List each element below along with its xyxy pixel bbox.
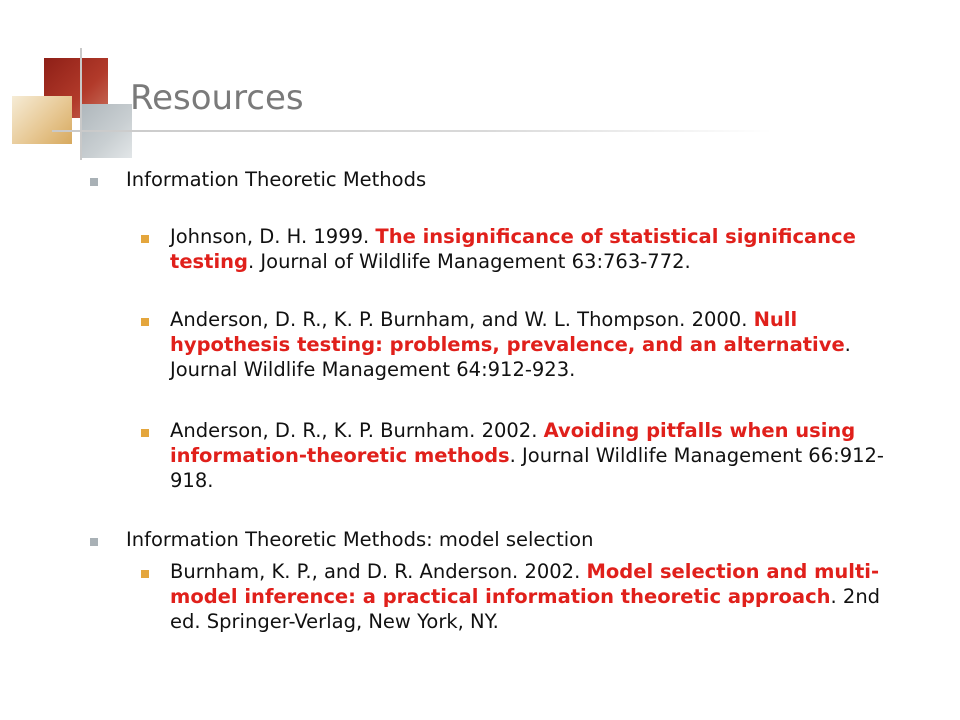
reference-item bbox=[170, 307, 910, 382]
reference-item bbox=[170, 418, 910, 493]
reference-authors: Anderson, D. R., K. P. Burnham. 2002. bbox=[170, 419, 544, 442]
reference-title: The insignificance of statistical significance testing bbox=[170, 225, 856, 273]
reference-item bbox=[170, 224, 910, 274]
reference-title: Model selection and multi-model inference: a practical information theoretic approach bbox=[170, 560, 880, 608]
reference-item bbox=[170, 559, 910, 634]
reference-authors: Burnham, K. P., and D. R. Anderson. 2002. bbox=[170, 560, 587, 583]
bullet-square-icon bbox=[141, 235, 149, 243]
reference-source: . Journal of Wildlife Management 63:763-772. bbox=[248, 250, 691, 273]
section-heading: Information Theoretic Methods: model selection bbox=[126, 528, 594, 551]
page-title: Resources bbox=[130, 78, 304, 118]
reference-source: . Journal Wildlife Management 64:912-923. bbox=[170, 333, 851, 381]
bullet-square-icon bbox=[141, 570, 149, 578]
reference-title: Avoiding pitfalls when using information-theoretic methods bbox=[170, 419, 856, 467]
reference-authors: Anderson, D. R., K. P. Burnham, and W. L. Thompson. 2000. bbox=[170, 308, 754, 331]
bullet-square-icon bbox=[90, 538, 98, 546]
reference-source: . 2nd ed. Springer-Verlag, New York, NY. bbox=[170, 585, 881, 633]
bullet-square-icon bbox=[141, 318, 149, 326]
section-heading: Information Theoretic Methods bbox=[126, 168, 427, 191]
reference-source: . Journal Wildlife Management 66:912-918. bbox=[170, 444, 884, 492]
bullet-square-icon bbox=[141, 429, 149, 437]
bullet-square-icon bbox=[90, 178, 98, 186]
reference-title: Null hypothesis testing: problems, prevalence, and an alternative bbox=[170, 308, 845, 356]
reference-authors: Johnson, D. H. 1999. bbox=[170, 225, 376, 248]
